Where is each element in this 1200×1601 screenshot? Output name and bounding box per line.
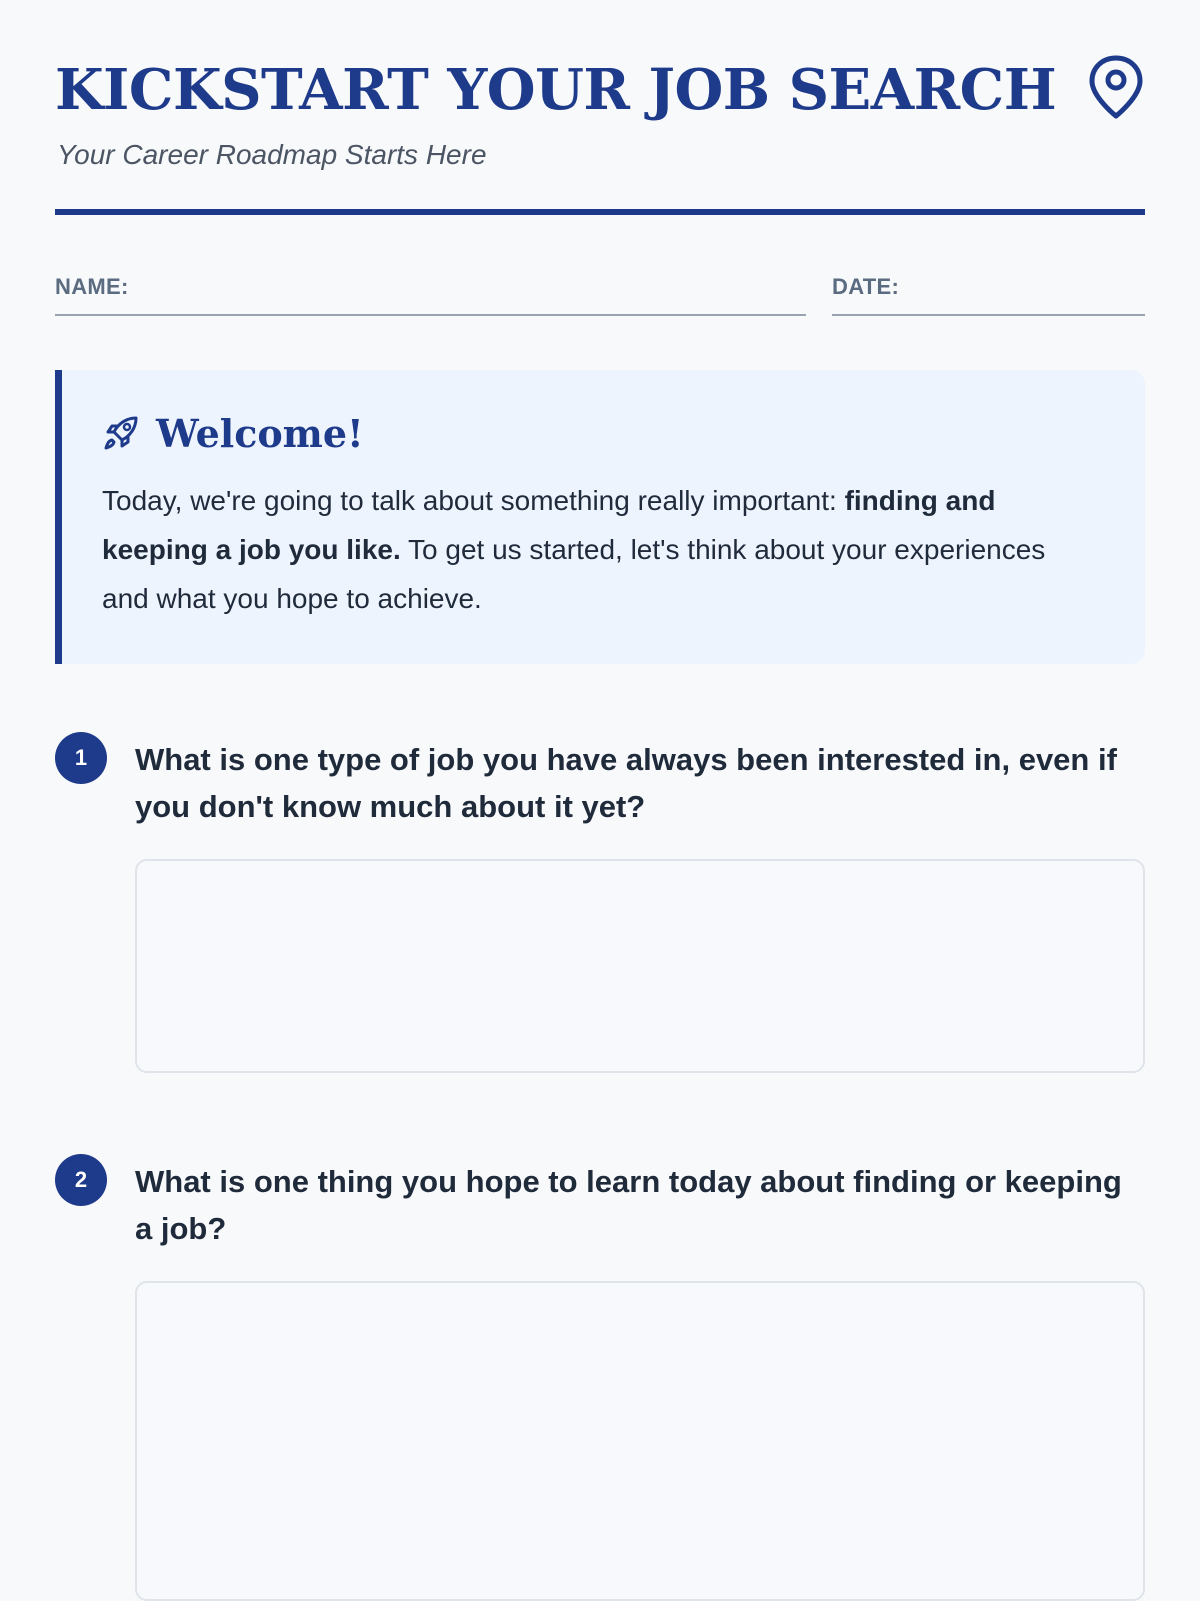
answer-box-2[interactable] — [135, 1281, 1145, 1601]
welcome-heading — [102, 408, 1097, 458]
name-label: NAME: — [55, 274, 129, 299]
question-text: What is one type of job you have always been interested in, even if you don't know much about it yet? — [135, 742, 1117, 824]
page-subtitle: Your Career Roadmap Starts Here — [57, 139, 487, 170]
welcome-box — [55, 370, 1145, 664]
welcome-text-rest: To get us started, let's think about your experiences and what you hope to achieve. — [102, 534, 1046, 614]
page-title: KICKSTART YOUR JOB SEARCH — [55, 57, 1057, 123]
welcome-text-intro: Today, we're going to talk about something really important: — [102, 485, 845, 516]
question-1 — [55, 732, 1145, 1080]
welcome-title: Welcome! — [156, 410, 364, 456]
answer-box-1[interactable] — [135, 859, 1145, 1073]
question-2 — [55, 1154, 1145, 1600]
question-text: What is one thing you hope to learn today about finding or keeping a job? — [135, 1164, 1122, 1246]
date-field[interactable] — [832, 270, 1145, 316]
rocket-icon — [102, 414, 140, 452]
question-number-badge: 1 — [55, 732, 107, 784]
welcome-text — [102, 476, 1097, 623]
date-label: DATE: — [832, 274, 900, 299]
map-pin-icon — [1087, 54, 1145, 120]
welcome-text-emphasis: finding and keeping a job you like. — [102, 485, 996, 565]
page-header — [55, 0, 1145, 215]
student-info-fields — [55, 270, 1145, 318]
question-number-badge: 2 — [55, 1154, 107, 1206]
name-field[interactable] — [55, 270, 806, 316]
